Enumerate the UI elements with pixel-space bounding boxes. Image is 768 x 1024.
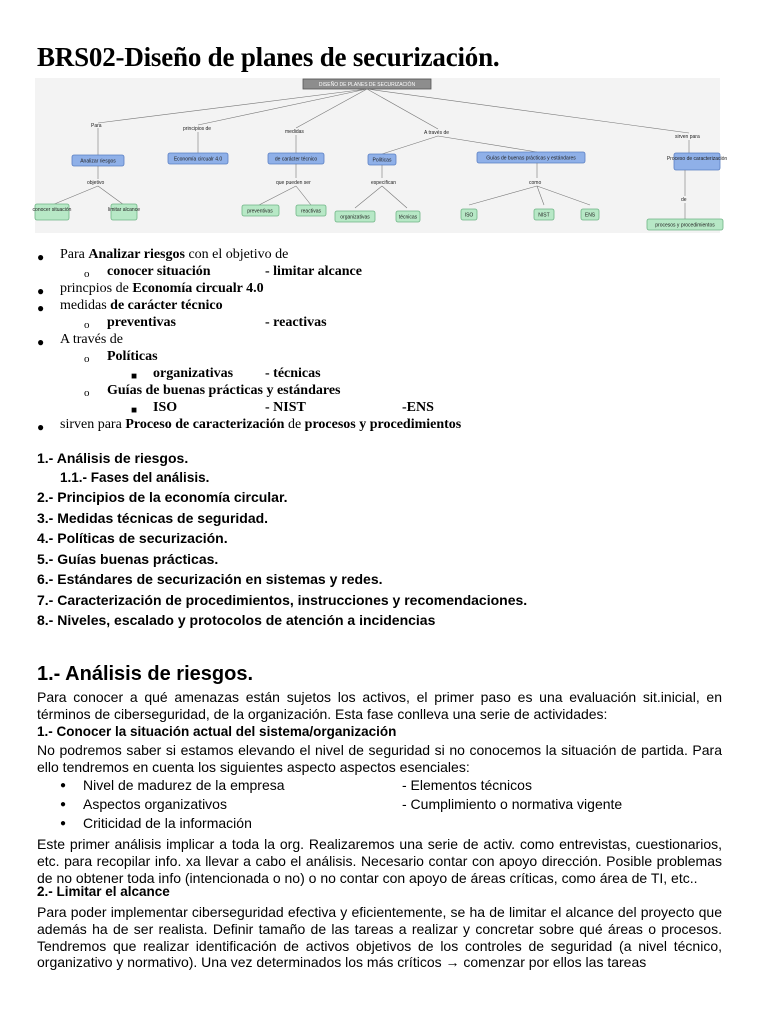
paragraph: No podremos saber si estamos elevando el nivel de seguridad si no conocemos la situación de partida. Para ello tendremos en cuenta los siguientes aspecto aspectos esenciales: <box>37 742 722 775</box>
concept-map-diagram <box>32 78 728 233</box>
bullet-icon: ● <box>60 818 67 829</box>
sublink-label: que pueden ser <box>276 180 311 186</box>
list-item: - Elementos técnicos <box>402 777 532 793</box>
toc-item: 1.- Análisis de riesgos. <box>37 450 189 466</box>
node-label: Políticas <box>372 157 392 164</box>
root-node-label: DISEÑO DE PLANES DE SECURIZACIÓN <box>318 82 416 88</box>
node-label: Proceso de caracterización <box>666 156 728 162</box>
bullet-icon: ● <box>60 780 67 791</box>
paragraph: Este primer análisis implicar a toda la org. Realizaremos una serie de activ. como entrevistas, cuestionarios, etc. para recopilar info. xa llevar a cabo el análisis. Necesario contar con apoyo dirección. Posible problemas de no obtener toda info (intencionada o no) o no contar con apoyo de áreas críticas, como área de TI, etc.. <box>37 836 722 886</box>
intro-paragraph: Para conocer a qué amenazas están sujetos los activos, el primer paso es una evaluación sit.inicial, en términos de ciberseguridad, de la organización. Esta fase conlleva una serie de actividades: <box>37 689 722 722</box>
toc-item: 7.- Caracterización de procedimientos, instrucciones y recomendaciones. <box>37 592 528 608</box>
leaf-label: NIST <box>538 212 550 219</box>
list-item: Criticidad de la información <box>83 815 252 831</box>
link-label: sirven para <box>675 134 700 140</box>
toc-item: 1.1.- Fases del análisis. <box>60 470 210 485</box>
leaf-label: limitar alcance <box>108 207 140 213</box>
section-title: 1.- Análisis de riesgos. <box>37 663 254 685</box>
link-label: A través de <box>424 130 450 136</box>
sublink-label: como <box>529 180 542 186</box>
bullet-icon: ● <box>60 799 67 810</box>
node-label: Guías de buenas prácticas y estándares <box>486 155 576 162</box>
list-item: - Cumplimiento o normativa vigente <box>402 796 623 812</box>
page-title: BRS02-Diseño de planes de securización. <box>37 42 500 72</box>
list-item: Aspectos organizativos <box>83 796 227 812</box>
sublink-label: de <box>681 197 687 203</box>
leaf-label: conocer situación <box>32 207 72 213</box>
link-label: Para <box>91 123 102 129</box>
link-label: principios de <box>183 126 212 132</box>
subheading-limitar-alcance: 2.- Limitar el alcance <box>37 884 170 899</box>
toc-item: 4.- Políticas de securización. <box>37 530 228 546</box>
toc-item: 3.- Medidas técnicas de seguridad. <box>37 510 269 526</box>
leaf-label: técnicas <box>398 214 418 221</box>
leaf-label: procesos y procedimientos <box>655 222 715 229</box>
node-label: Economía circualr 4.0 <box>173 156 223 163</box>
toc-item: 2.- Principios de la economía circular. <box>37 489 288 505</box>
sublink-label: objetivo <box>87 180 105 186</box>
node-label: Analizar riesgos <box>80 158 116 165</box>
subheading-conocer-situacion: 1.- Conocer la situación actual del sistema/organización <box>37 724 397 739</box>
toc-item: 6.- Estándares de securización en sistemas y redes. <box>37 571 383 587</box>
leaf-label: organizativas <box>340 214 370 221</box>
toc-item: 5.- Guías buenas prácticas. <box>37 551 219 567</box>
leaf-label: ENS <box>584 212 596 219</box>
paragraph: Para poder implementar ciberseguridad efectiva y eficientemente, se ha de limitar el alcance del proyecto que además ha de ser realista. Definir tamaño de las tareas a realizar y concretar sobre qué áreas o procesos. Tendremos que realizar identificación de activos objetivos de los controles de seguridad (a nivel técnico, organizativo y normativo). Una vez determinados los más críticos → comenzar por ellos las tareas <box>37 904 722 971</box>
node-label: de carácter técnico <box>274 156 318 163</box>
link-label: medidas <box>285 129 304 135</box>
toc-item: 8.- Niveles, escalado y protocolos de atención a incidencias <box>37 612 436 628</box>
leaf-label: ISO <box>464 212 474 219</box>
leaf-label: reactivas <box>300 208 322 215</box>
sublink-label: especifican <box>371 180 397 186</box>
leaf-label: preventivas <box>247 208 273 215</box>
list-item: Nivel de madurez de la empresa <box>83 777 285 793</box>
